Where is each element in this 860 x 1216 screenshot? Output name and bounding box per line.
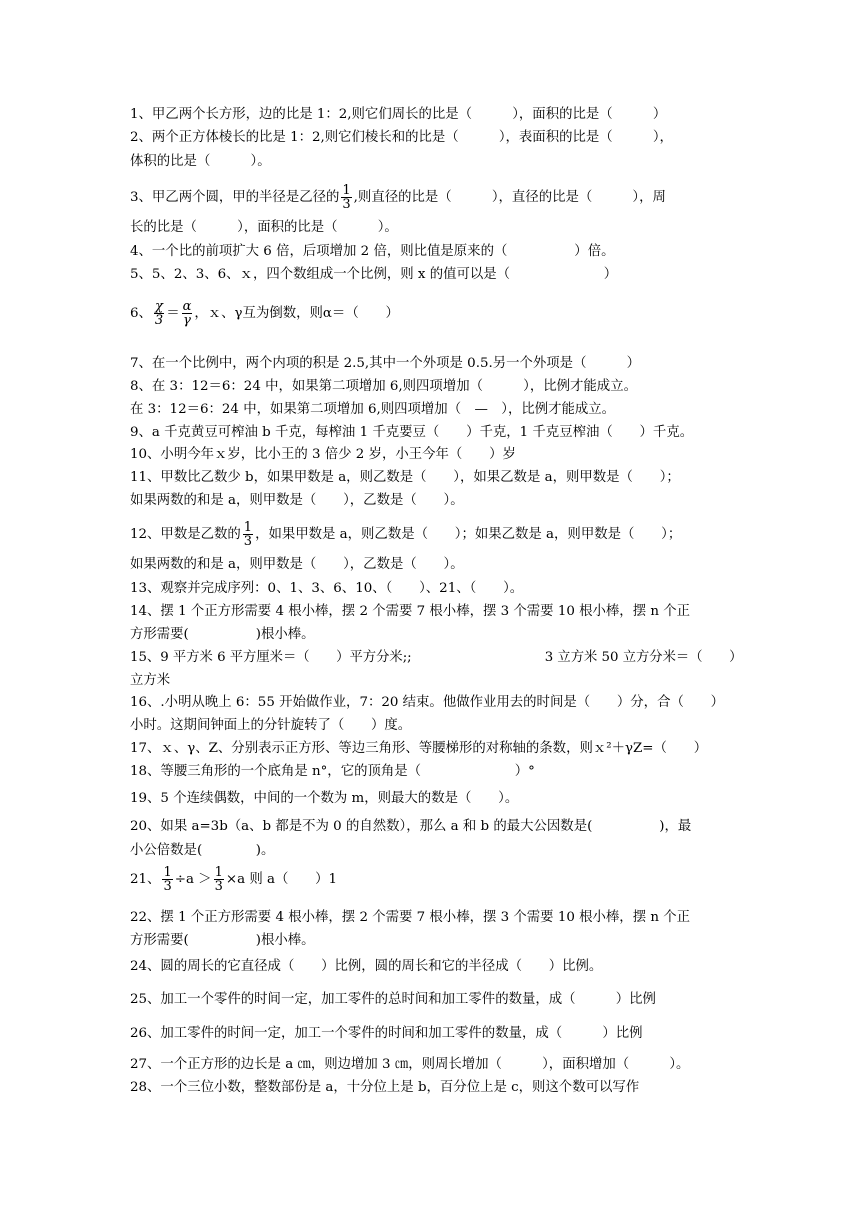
question-20-cont: 小公倍数是( )。	[130, 843, 275, 858]
question-18: 18、等腰三角形的一个底角是 n°，它的顶角是（ ）°	[130, 764, 535, 779]
question-28: 28、一个三位小数，整数部份是 a，十分位上是 b，百分位上是 c，则这个数可以写作	[130, 1080, 640, 1095]
question-1: 1、甲乙两个长方形，边的比是 1：2,则它们周长的比是（ ），面积的比是（ ）	[130, 107, 667, 122]
question-21	[130, 866, 337, 893]
question-15: 15、9 平方米 6 平方厘米＝（ ）平方分米;; 3 立方米 50 立方分米＝（ ）	[130, 650, 743, 665]
q21-fraction-2	[214, 866, 224, 893]
question-2: 2、两个正方体棱长的比是 1：2,则它们棱长和的比是（ ），表面积的比是（ ），	[130, 130, 673, 145]
question-16-cont: 小时。这期间钟面上的分针旋转了（ ）度。	[130, 718, 412, 733]
q21-frac1-num: 1	[163, 865, 172, 880]
q6-frac1-den: 3	[154, 313, 164, 328]
q21-text-a: 21、	[130, 872, 161, 887]
question-8-repeat: 在 3：12＝6：24 中，如果第二项增加 6,则四项增加（ — ），比例才能成立。	[130, 402, 616, 417]
q21-frac2-num: 1	[214, 865, 223, 880]
q21-frac2-den: 3	[214, 879, 223, 894]
q6-text-a: 6、	[130, 306, 152, 321]
q12-text-a: 12、甲数是乙数的	[130, 527, 241, 542]
question-13: 13、观察并完成序列：0、1、3、6、10、（ ）、21、（ ）。	[130, 581, 524, 596]
q6-text-b: ，ｘ、γ互为倒数，则α＝（ ）	[194, 306, 399, 321]
question-7: 7、在一个比例中，两个内项的积是 2.5,其中一个外项是 0.5.另一个外项是（ ）	[130, 356, 641, 371]
question-15-cont: 立方米	[130, 673, 171, 688]
question-22-cont: 方形需要( )根小棒。	[130, 933, 315, 948]
question-8: 8、在 3：12＝6：24 中，如果第二项增加 6,则四项增加（ ），比例才能成立。	[130, 379, 637, 394]
question-16: 16、.小明从晚上 6：55 开始做作业，7：20 结束。他做作业用去的时间是（ ）分，合（ ）	[130, 695, 725, 710]
q6-fraction-1	[154, 300, 164, 327]
question-11: 11、甲数比乙数少 b，如果甲数是 a，则乙数是（ ），如果乙数是 a，则甲数是（ ）；	[130, 470, 680, 485]
q6-frac2-den: γ	[183, 313, 191, 328]
q3-text-a: 3、甲乙两个圆，甲的半径是乙径的	[130, 190, 340, 205]
q12-frac-num: 1	[243, 520, 253, 535]
question-26: 26、加工零件的时间一定，加工一个零件的时间和加工零件的数量，成（ ）比例	[130, 1026, 643, 1041]
question-19: 19、5 个连续偶数，中间的一个数为 m，则最大的数是（ ）。	[130, 791, 519, 806]
question-6	[130, 300, 399, 327]
q6-equals: ＝	[166, 306, 180, 321]
question-11-cont: 如果两数的和是 a，则甲数是（ ），乙数是（ ）。	[130, 493, 464, 508]
question-22: 22、摆 1 个正方形需要 4 根小棒，摆 2 个需要 7 根小棒，摆 3 个需要 10 根小棒，摆 n 个正	[130, 910, 690, 925]
q3-text-b: ,则直径的比是（ ），直径的比是（ ），周	[353, 190, 666, 205]
q21-divide: ÷a ＞	[174, 872, 212, 887]
q21-fraction-1	[162, 866, 172, 893]
question-25: 25、加工一个零件的时间一定，加工零件的总时间和加工零件的数量，成（ ）比例	[130, 992, 656, 1007]
question-12-cont: 如果两数的和是 a，则甲数是（ ），乙数是（ ）。	[130, 557, 464, 572]
question-24: 24、圆的周长的它直径成（ ）比例，圆的周长和它的半径成（ ）比例。	[130, 959, 603, 974]
question-3-cont: 长的比是（ ），面积的比是（ ）。	[130, 220, 398, 235]
question-20: 20、如果 a=3b（a、b 都是不为 0 的自然数），那么 a 和 b 的最大公因数是( )，最	[130, 819, 692, 834]
question-4: 4、一个比的前项扩大 6 倍，后项增加 2 倍，则比值是原来的（ ）倍。	[130, 244, 615, 259]
q3-frac-num: 1	[342, 183, 351, 198]
q6-frac1-num: χ	[155, 299, 163, 314]
q3-frac-den: 3	[342, 197, 351, 212]
question-2-cont: 体积的比是（ ）。	[130, 154, 271, 169]
q3-fraction	[341, 184, 351, 211]
question-9: 9、a 千克黄豆可榨油 b 千克，每榨油 1 千克要豆（ ）千克，1 千克豆榨油（ ）千克。	[130, 425, 694, 440]
question-3	[130, 184, 666, 211]
q21-text-b: ×a 则 a（ ）1	[225, 872, 338, 887]
q21-frac1-den: 3	[163, 879, 172, 894]
question-27: 27、一个正方形的边长是 a ㎝，则边增加 3 ㎝，则周长增加（ ），面积增加（ ）。	[130, 1057, 690, 1072]
question-5: 5、5、2、3、6、ｘ，四个数组成一个比例，则 x 的值可以是（ ）	[130, 267, 618, 282]
question-14-cont: 方形需要( )根小棒。	[130, 627, 315, 642]
question-17: 17、ｘ、γ、Z、分别表示正方形、等边三角形、等腰梯形的对称轴的条数，则ｘ²＋γZ=（ ）	[130, 741, 708, 756]
q6-frac2-num: α	[182, 299, 192, 314]
q12-frac-den: 3	[243, 534, 253, 549]
question-10: 10、小明今年ｘ岁，比小王的 3 倍少 2 岁，小王今年（ ）岁	[130, 447, 516, 462]
q12-text-b: ，如果甲数是 a，则乙数是（ ）；如果乙数是 a，则甲数是（ ）；	[255, 527, 682, 542]
question-12	[130, 521, 681, 548]
question-14: 14、摆 1 个正方形需要 4 根小棒，摆 2 个需要 7 根小棒，摆 3 个需要 10 根小棒，摆 n 个正	[130, 604, 690, 619]
q12-fraction	[243, 521, 253, 548]
q6-fraction-2	[182, 300, 193, 327]
